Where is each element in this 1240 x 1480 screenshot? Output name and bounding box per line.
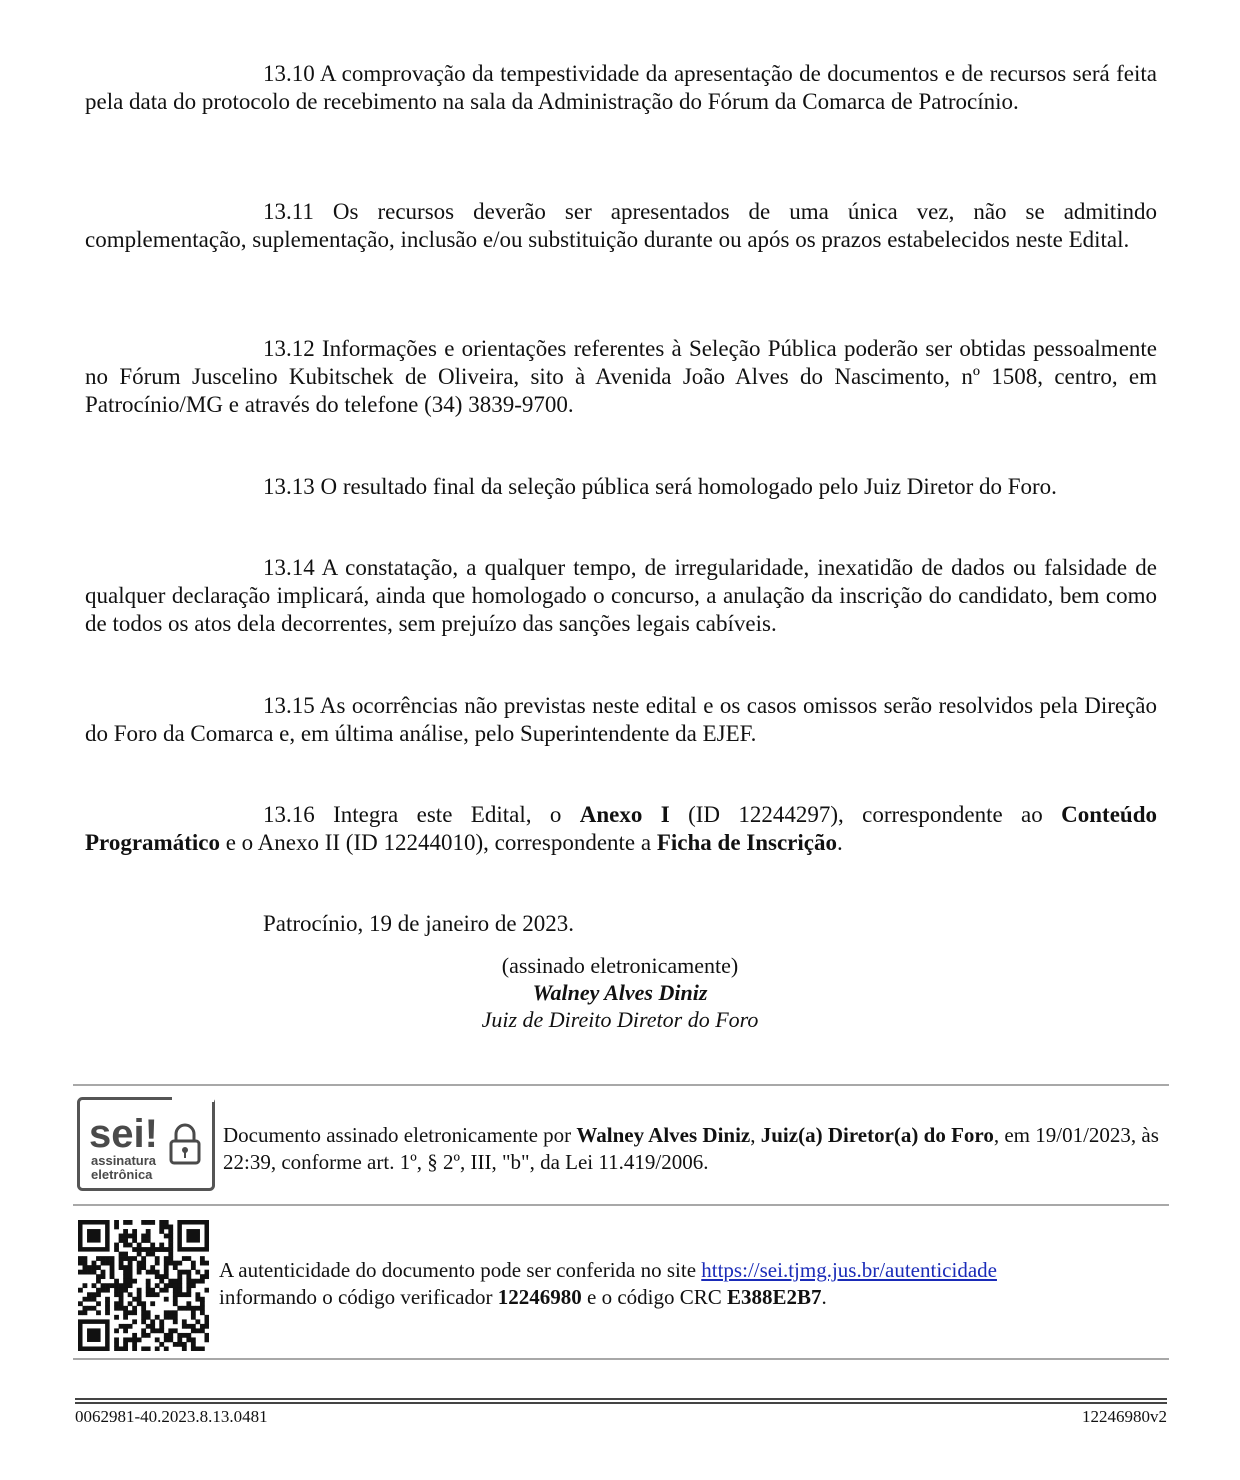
svg-text:sei!: sei! [89,1112,158,1156]
paragraph-13-11: 13.11 Os recursos deverão ser apresentados de uma única vez, não se admitindo complementação, suplementação, inclusão e/ou substituição durante ou após os prazos estabelecidos neste Edital. [85,199,1157,252]
svg-text:assinatura: assinatura [91,1153,157,1168]
signer-role-bold: Juiz(a) Diretor(a) do Foro [760,1123,994,1147]
authenticity-line-2 [219,1284,1164,1311]
divider [73,1358,1169,1360]
text-segment: e o código CRC [581,1285,727,1309]
process-number: 0062981-40.2023.8.13.0481 [75,1407,268,1426]
registration-form-label: Ficha de Inscrição [656,830,837,855]
text-segment: (ID 12244297), correspondente ao [669,802,1062,827]
program-content-label: Conteúdo Programático [85,802,1158,855]
paragraph-13-14: 13.14 A constatação, a qualquer tempo, de irregularidade, inexatidão de dados ou falsidade de qualquer declaração implicará, ainda que homologado o concurso, a anulação da inscrição do candidato, bem como de todos os atos dela decorrentes, sem prejuízo das sanções legais cabíveis. [85,555,1157,636]
document-version: 12246980v2 [1082,1407,1167,1426]
signer-name: Walney Alves Diniz [532,980,708,1005]
electronic-signature-statement [223,1122,1163,1176]
authenticity-statement [219,1257,1164,1311]
paragraph-13-12: 13.12 Informações e orientações referentes à Seleção Pública poderão ser obtidas pessoalmente no Fórum Juscelino Kubitschek de Oliveira, sito à Avenida João Alves do Nascimento, nº 1508, centro, em Patrocínio/MG e através do telefone (34) 3839-9700. [85,336,1157,417]
verifier-code: 12246980 [497,1285,582,1309]
authenticity-link[interactable]: https://sei.tjmg.jus.br/autenticidade [701,1258,997,1282]
paragraph-13-13: 13.13 O resultado final da seleção pública será homologado pelo Juiz Diretor do Foro. [263,474,1057,499]
footer-rule-top [75,1398,1167,1400]
text-segment: , em 19/01/2023, às 22:39, conforme art. 1º, § 2º, III, "b", da Lei 11.419/2006. [223,1123,1159,1174]
crc-code: E388E2B7 [727,1285,822,1309]
annex-i-label: Anexo I [579,802,670,827]
authenticity-line-1 [219,1257,1164,1284]
text-segment: 13.16 Integra este Edital, o [263,802,580,827]
text-segment: . [837,830,843,855]
text-segment: . [821,1285,827,1309]
text-segment: , [750,1123,761,1147]
text-segment: e o Anexo II (ID 12244010), correspondente a [219,830,657,855]
divider [73,1084,1169,1086]
document-body [85,0,1157,880]
paragraph-13-16 [85,801,1157,857]
paragraph-13-10: 13.10 A comprovação da tempestividade da apresentação de documentos e de recursos será feita pela data do protocolo de recebimento na sala da Administração do Fórum da Comarca de Patrocínio. [85,61,1157,114]
signer-role: Juiz de Direito Diretor do Foro [481,1007,759,1032]
date-line: Patrocínio, 19 de janeiro de 2023. [263,911,575,936]
qr-code-icon [78,1220,209,1351]
svg-text:eletrônica: eletrônica [91,1167,153,1182]
paragraph-13-15: 13.15 As ocorrências não previstas neste edital e os casos omissos serão resolvidos pela Direção do Foro da Comarca e, em última análise, pelo Superintendente da EJEF. [85,693,1157,746]
text-segment: informando o código verificador [219,1285,498,1309]
footer-rule-bottom [75,1402,1167,1404]
signature-note: (assinado eletronicamente) [501,953,739,978]
sei-signature-seal-icon [77,1097,215,1191]
text-segment: A autenticidade do documento pode ser conferida no site [219,1258,702,1282]
signer-name-bold: Walney Alves Diniz [576,1123,751,1147]
text-segment: Documento assinado eletronicamente por [223,1123,577,1147]
divider [73,1204,1169,1206]
